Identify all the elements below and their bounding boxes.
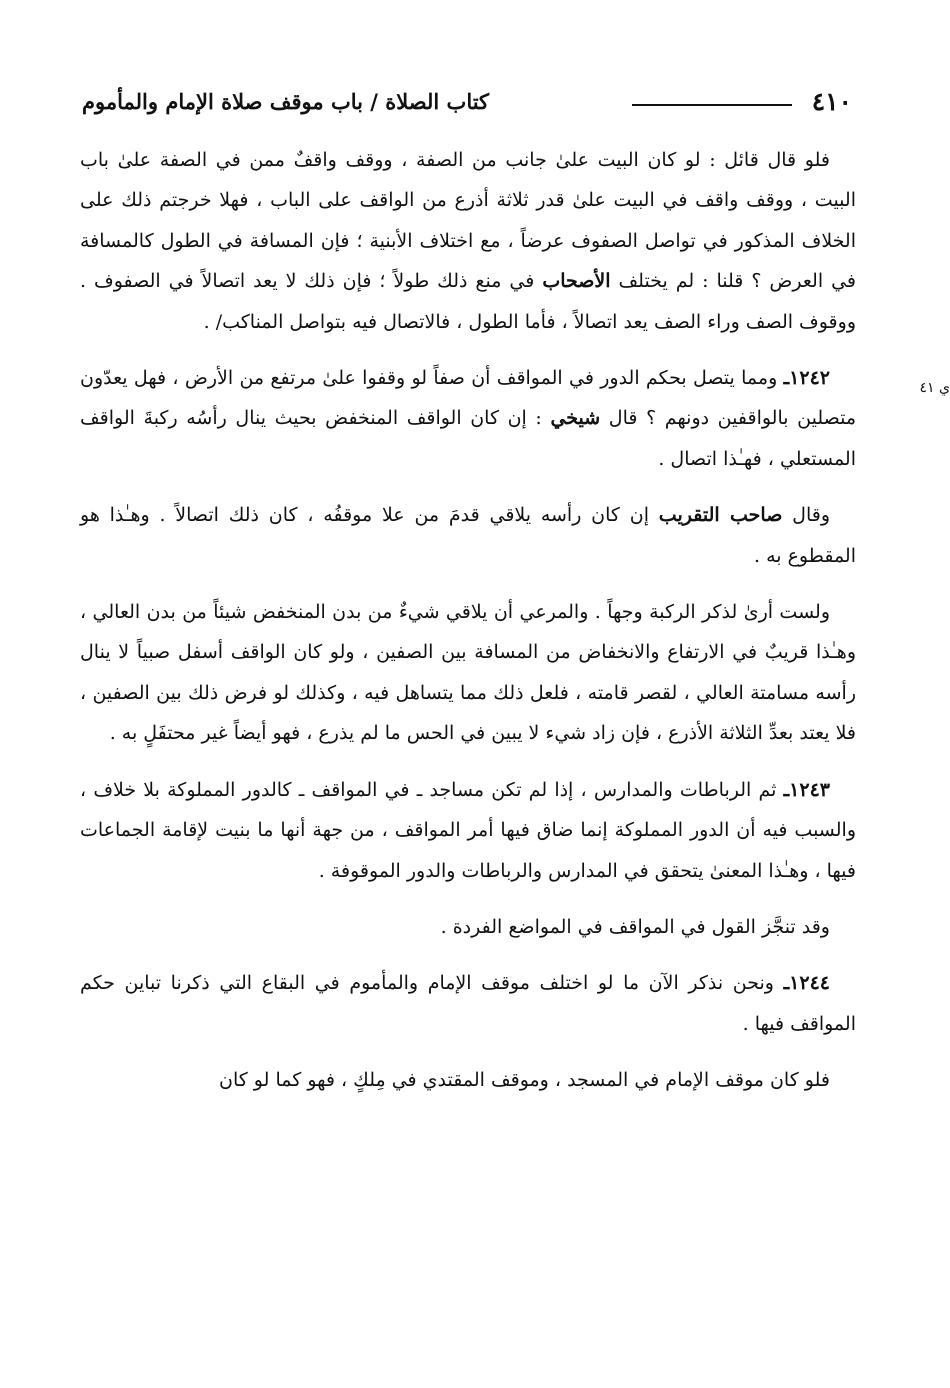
paragraph-3 [80, 495, 856, 576]
bold-term: الأصحاب [542, 270, 611, 293]
paragraph-4 [80, 592, 856, 754]
header-rule [632, 104, 792, 106]
bold-term: صاحب التقريب [658, 504, 783, 527]
paragraph-1242 [80, 358, 856, 479]
running-title: كتاب الصلاة / باب موقف صلاة الإمام والمأموم [82, 89, 490, 114]
section-number: ١٢٤٣ـ [783, 778, 830, 801]
paragraph-gap [80, 891, 856, 907]
paragraph-gap [80, 342, 856, 358]
paragraph-gap [80, 1044, 856, 1060]
section-number: ١٢٤٢ـ [783, 367, 830, 390]
text-run: فلو كان موقف الإمام في المسجد ، وموقف المقتدي في مِلكٍ ، فهو كما لو كان [218, 1069, 830, 1092]
text-run: ونحن نذكر الآن ما لو اختلف موقف الإمام والمأموم في البقاع التي ذكرنا تباين حكم المواقف فيها . [80, 972, 856, 1035]
paragraph-gap [80, 947, 856, 963]
margin-reference: ي ٤١ [919, 380, 950, 396]
paragraph-8 [80, 1060, 856, 1100]
text-run: : إن كان الواقف المنخفض بحيث ينال رأسُه ركبةَ الواقف المستعلي ، فهـٰذا اتصال . [80, 407, 856, 470]
text-run: ثم الرباطات والمدارس ، إذا لم تكن مساجد ـ في المواقف ـ كالدور المملوكة بلا خلاف ، والسبب فيه أن الدور المملوكة إنما ضاق فيها أمر المواقف ، من جهة أنها ما بنيت لإقامة الجماعات فيها ، وهـٰذا المعنىٰ يتحقق في المدارس والرباطات والدور الموقوفة . [80, 778, 856, 882]
text-run: وقال [782, 504, 830, 527]
bold-term: شيخي [550, 407, 601, 430]
paragraph-6 [80, 907, 856, 947]
paragraph-gap [80, 576, 856, 592]
body-text [80, 140, 856, 1101]
text-run: إن كان رأسه يلاقي قدمَ من علا موقفُه ، كان ذلك اتصالاً . وهـٰذا هو المقطوع به . [80, 504, 856, 567]
page-number: ٤١٠ [811, 87, 852, 116]
paragraph-gap [80, 479, 856, 495]
text-run: ولست أرىٰ لذكر الركبة وجهاً . والمرعي أن يلاقي شيءٌ من بدن المنخفض شيئاً من بدن العالي ، وهـٰذا قريبٌ في الارتفاع والانخفاض من المسافة بين الصفين ، ولو كان الواقف أسفل صبياً لا ينال رأسه مسامتة العالي ، لقصر قامته ، فلعل ذلك مما يتساهل فيه ، وكذلك لو فرض ذلك بين الصفين ، فلا يعتد بعدِّ الثلاثة الأذرع ، فإن زاد شيء لا يبين في الحس ما لم يذرع ، فهو أيضاً غير محتفَلٍ به . [80, 601, 856, 745]
section-number: ١٢٤٤ـ [783, 972, 830, 995]
paragraph-1243 [80, 770, 856, 891]
paragraph-1 [80, 140, 856, 342]
paragraph-gap [80, 754, 856, 770]
text-run: ومما يتصل بحكم الدور في المواقف أن صفاً لو وقفوا علىٰ مرتفع من الأرض ، فهل يعدّون متصلين بالواقفين دونهم ؟ قال [80, 367, 857, 430]
page-header [82, 84, 852, 124]
text-run: فلو قال قائل : لو كان البيت علىٰ جانب من الصفة ، ووقف واقفٌ ممن في الصفة علىٰ باب البيت ، ووقف واقف في البيت علىٰ قدر ثلاثة أذرع من الواقف على الباب ، فهلا خرجتم ذلك على الخلاف المذكور في تواصل الصفوف عرضاً ، مع اختلاف الأبنية ؛ فإن المسافة في الطول كالمسافة في العرض ؟ قلنا : لم يختلف [80, 149, 856, 293]
paragraph-1244 [80, 963, 856, 1044]
text-run: وقد تنجَّز القول في المواقف في المواضع الفردة . [440, 915, 830, 938]
text-run: في منع ذلك طولاً ؛ فإن ذلك لا يعد اتصالاً في الصفوف . ووقوف الصف وراء الصف يعد اتصالاً ، فأما الطول ، فالاتصال فيه بتواصل المناكب/ . [80, 270, 856, 333]
